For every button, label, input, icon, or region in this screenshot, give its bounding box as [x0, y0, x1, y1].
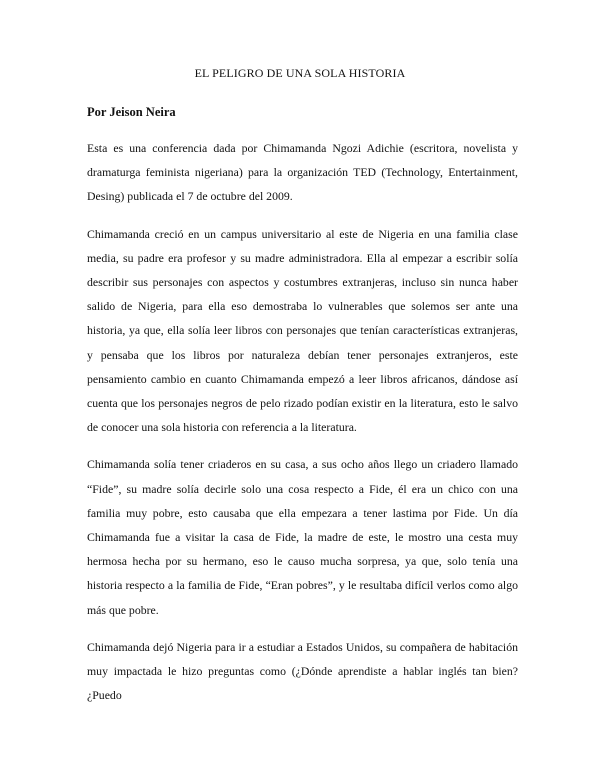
paragraph-3: Chimamanda solía tener criaderos en su casa, a sus ocho años llego un criadero llamado “Fide”, su madre solía decirle solo una cosa respecto a Fide, él era un chico con una familia muy pobre, esto causaba que ella empezara a tener lastima por Fide. Un día Chimamanda fue a visitar la casa de Fide, la madre de este, le mostro una cesta muy hermosa hecha por su hermano, eso le causo mucha sorpresa, ya que, solo tenía una historia respecto a la familia de Fide, “Eran pobres”, y le resultaba difícil verlos como algo más que pobre.: [87, 457, 518, 617]
document-body: [87, 136, 518, 720]
document-title: EL PELIGRO DE UNA SOLA HISTORIA: [194, 66, 406, 80]
paragraph-1: Esta es una conferencia dada por Chimamanda Ngozi Adichie (escritora, novelista y dramaturga feminista nigeriana) para la organización TED (Technology, Entertainment, Desing) publicada el 7 de octubre del 2009.: [87, 141, 518, 204]
paragraph-2: Chimamanda creció en un campus universitario al este de Nigeria en una familia clase media, su padre era profesor y su madre administradora. Ella al empezar a escribir solía describir sus personajes con aspectos y costumbres extranjeras, incluso sin nunca haber salido de Nigeria, para ella eso demostraba lo vulnerables que solemos ser ante una historia, ya que, ella solía leer libros con personajes que tenían características extranjeras, y pensaba que los libros por naturaleza debían tener personajes extranjeros, este pensamiento cambio en cuanto Chimamanda empezó a leer libros africanos, dándose así cuenta que los personajes negros de pelo rizado podían existir en la literatura, esto le salvo de conocer una sola historia con referencia a la literatura.: [87, 226, 518, 435]
paragraph-4: Chimamanda dejó Nigeria para ir a estudiar a Estados Unidos, su compañera de habitación muy impactada le hizo preguntas como (¿Dónde aprendiste a hablar inglés tan bien? ¿Puedo: [87, 639, 518, 703]
document-author: Por Jeison Neira: [87, 105, 176, 119]
